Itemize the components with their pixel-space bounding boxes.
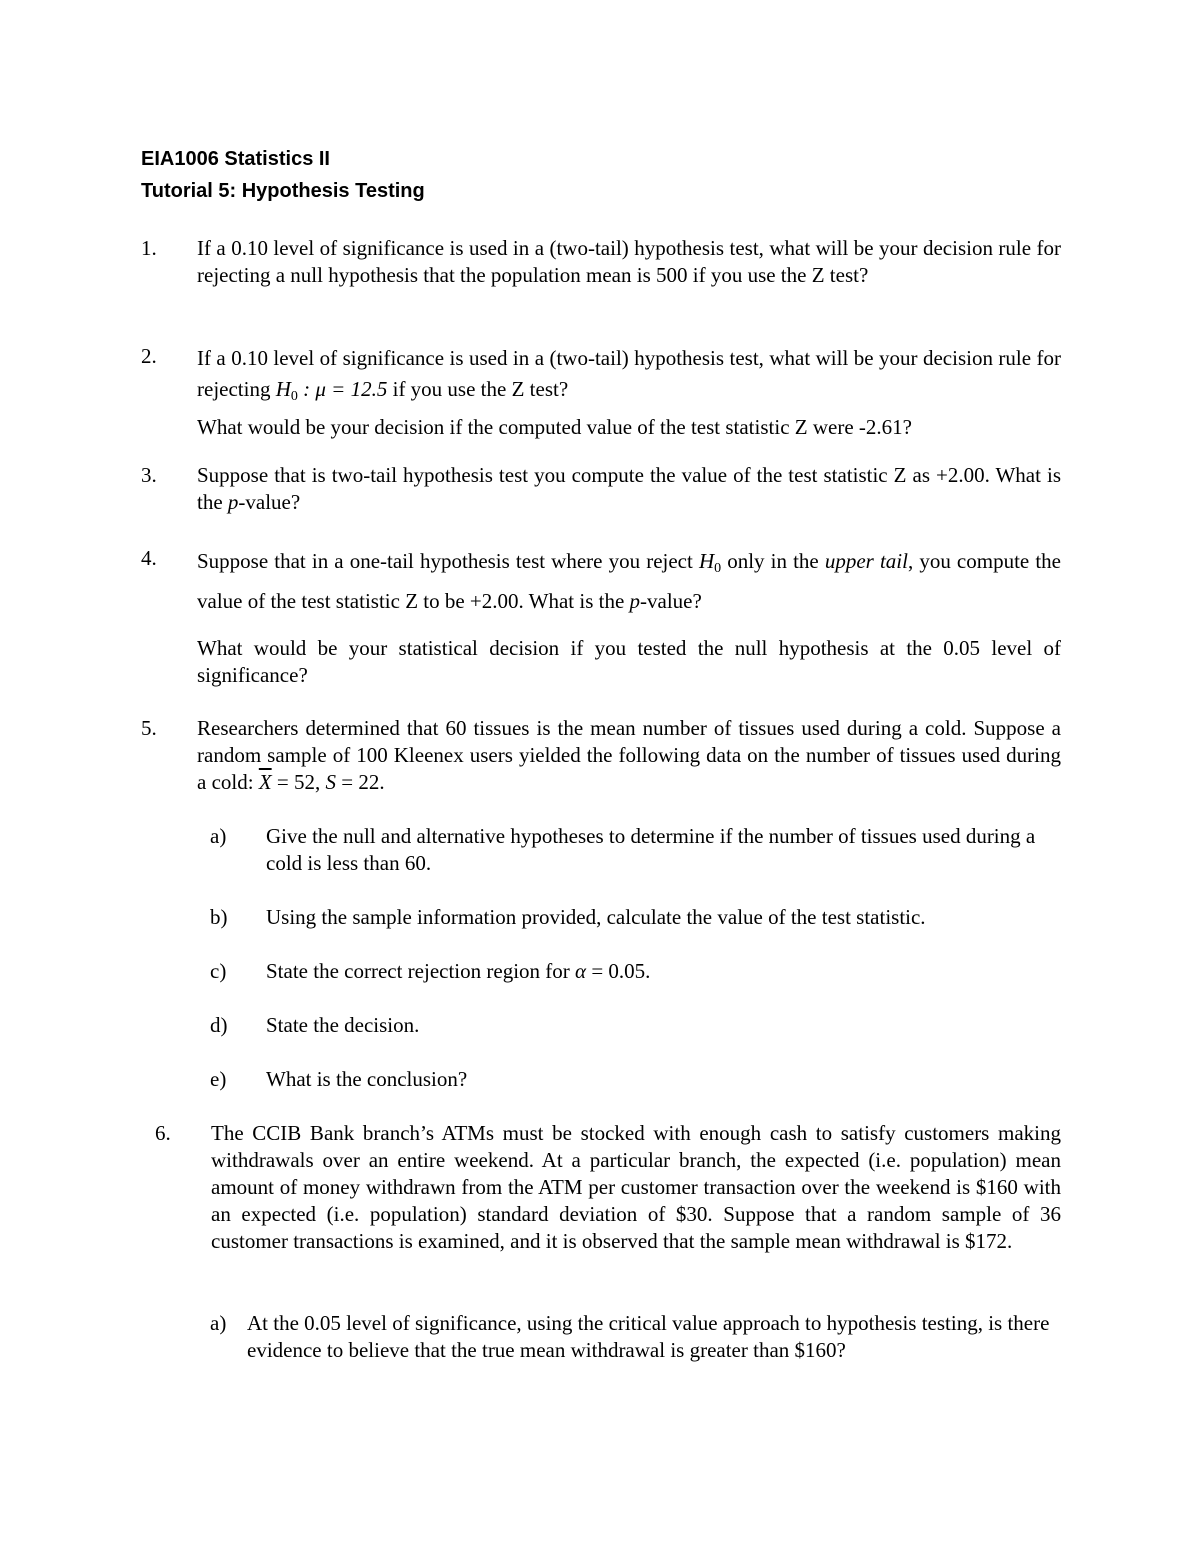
- question-5: [141, 715, 1061, 796]
- mu-expression: : μ = 12.5: [297, 377, 388, 401]
- question-number: 2.: [141, 344, 157, 368]
- question-text: If a 0.10 level of significance is used in a (two-tail) hypothesis test, what will be your decision rule for rejecting a null hypothesis that the population mean is 500 if you use the Z test?: [197, 236, 1061, 287]
- question-followup: What would be your decision if the computed value of the test statistic Z were -2.61?: [197, 415, 912, 439]
- question-5-part-c: c) State the correct rejection region for α = 0.05.: [210, 959, 651, 983]
- question-number: 6.: [155, 1121, 171, 1145]
- tutorial-title: Tutorial 5: Hypothesis Testing: [141, 180, 425, 202]
- question-text: Suppose that in a one-tail hypothesis test where you reject $H_0$ only in the upper tail, you compute the value of the test statistic Z to be +2.00. What is the p-value?: [197, 549, 1061, 613]
- question-5-part-a: a) Give the null and alternative hypotheses to determine if the number of tissues used during a cold is less than 60.: [210, 824, 1036, 875]
- question-followup: What would be your statistical decision if you tested the null hypothesis at the 0.05 level of significance?: [197, 636, 1061, 687]
- alpha-symbol: α: [575, 959, 587, 983]
- question-text: Suppose that is two-tail hypothesis test you compute the value of the test statistic Z as +2.00. What is the p-value?: [197, 463, 1061, 514]
- question-number: 5.: [141, 716, 157, 740]
- question-5-part-d: d) State the decision.: [210, 1013, 420, 1037]
- question-5-part-b: b) Using the sample information provided, calculate the value of the test statistic.: [210, 905, 926, 929]
- question-number: 4.: [141, 546, 157, 570]
- question-4: [141, 545, 1061, 689]
- question-text: The CCIB Bank branch’s ATMs must be stocked with enough cash to satisfy customers making withdrawals over an entire weekend. At a particular branch, the expected (i.e. population) mean amount of money withdrawn from the ATM per customer transaction over the weekend is $160 with an expected (i.e. population) standard deviation of $30. Suppose that a random sample of 36 customer transactions is examined, and it is observed that the sample mean withdrawal is $172.: [211, 1121, 1061, 1253]
- question-text: If a 0.10 level of significance is used in a (two-tail) hypothesis test, what will be your decision rule for rejecting $H_0$ : μ = 12.5 if you use the Z test?: [197, 346, 1061, 404]
- question-2: [141, 343, 1061, 443]
- question-5-part-e: e) What is the conclusion?: [210, 1067, 468, 1091]
- question-number: 3.: [141, 463, 157, 487]
- null-hypothesis-symbol: $H_0$: [275, 377, 298, 404]
- null-hypothesis-symbol: $H_0$: [698, 549, 722, 576]
- question-number: 1.: [141, 236, 157, 260]
- question-6: [155, 1120, 1061, 1255]
- question-1: [141, 235, 1061, 289]
- question-text: Researchers determined that 60 tissues is the mean number of tissues used during a cold. Suppose a random sample of 100 Kleenex users yielded the following data on the number of tissues used during a cold: $\overline{X} = 52$, S = 22.: [197, 716, 1061, 794]
- question-3: [141, 462, 1061, 516]
- sample-mean-symbol: $\overline{X}$: [258, 770, 272, 794]
- course-title: EIA1006 Statistics II: [141, 148, 330, 170]
- question-6-part-a: a) At the 0.05 level of significance, using the critical value approach to hypothesis testing, is there evidence to believe that the true mean withdrawal is greater than $160?: [210, 1311, 1050, 1362]
